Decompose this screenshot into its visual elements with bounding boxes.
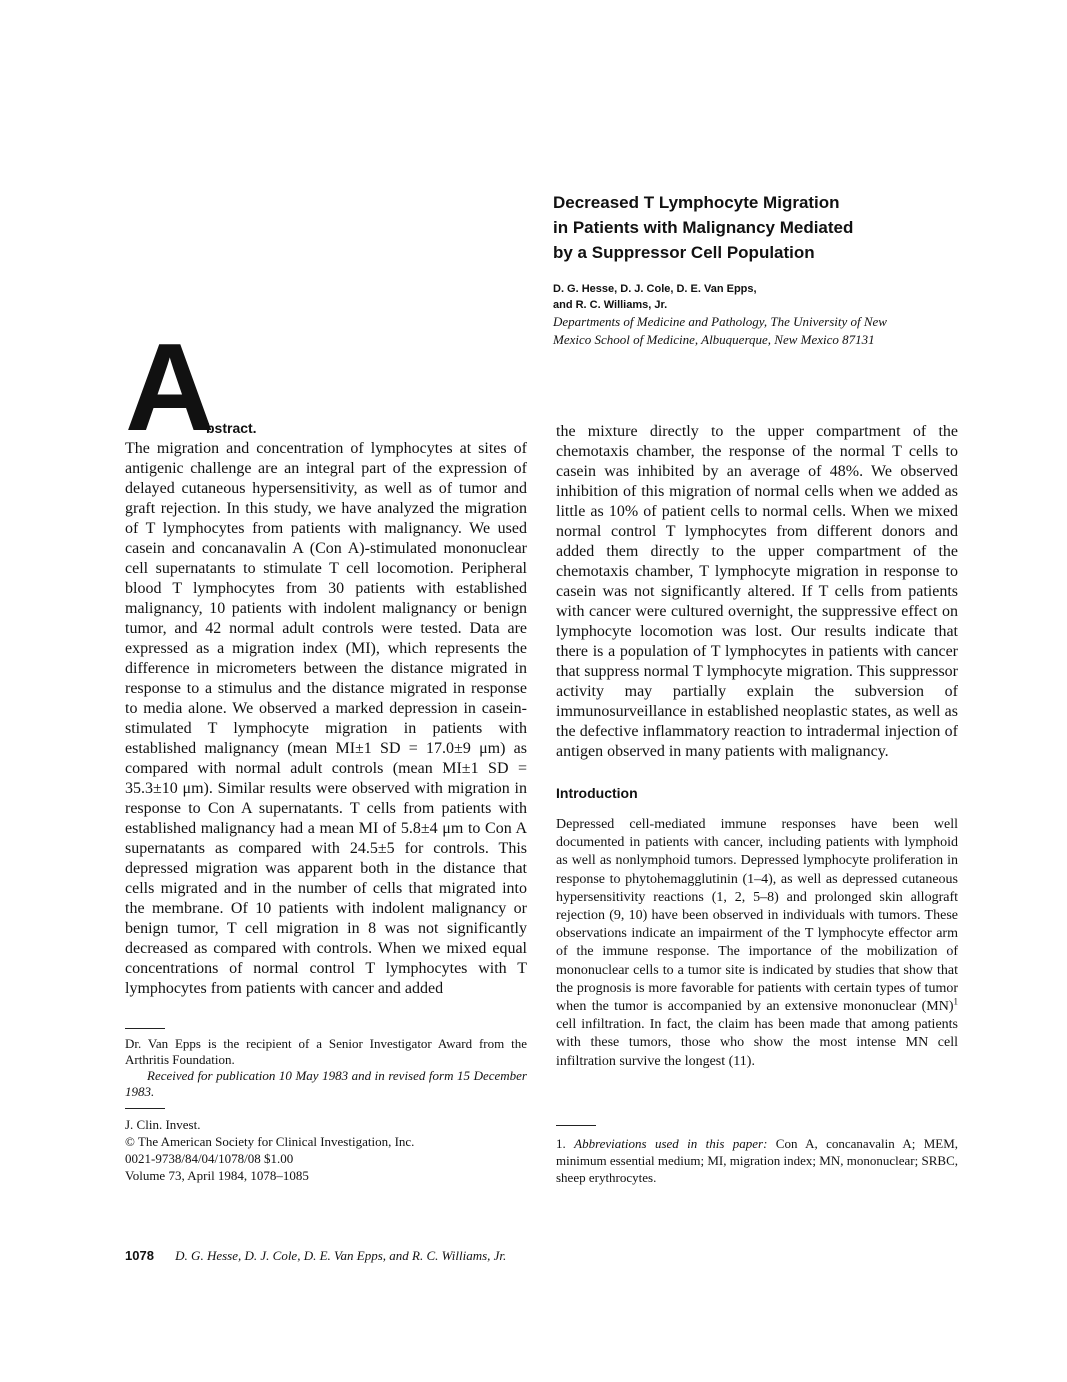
title-line: Decreased T Lymphocyte Migration	[553, 193, 840, 212]
article-title	[553, 190, 973, 265]
intro-text-part: cell infiltration. In fact, the claim has been made that among patients with these tumors, those who show the most intense MN cell infiltration survive the longest (11).	[556, 1017, 958, 1069]
footnote-number: 1.	[556, 1136, 566, 1151]
abbreviations-footnote	[556, 1135, 958, 1186]
left-column	[125, 346, 527, 999]
abbreviations-text: Con A, concanavalin A; MEM, minimum essential medium; MI, migration index; MN, mononuclear; SRBC, sheep erythrocytes.	[556, 1136, 959, 1185]
abstract-label: bstract.	[206, 420, 257, 436]
footnote-divider	[556, 1125, 596, 1126]
title-block	[553, 190, 973, 349]
abbreviations-label: Abbreviations used in this paper:	[574, 1136, 768, 1151]
footnote-left	[125, 1036, 527, 1100]
abstract-dropcap: A	[125, 319, 213, 457]
journal-line: J. Clin. Invest.	[125, 1117, 201, 1132]
received-note: Received for publication 10 May 1983 and in revised form 15 December 1983.	[125, 1068, 527, 1099]
right-column	[556, 422, 958, 1071]
page-number: 1078	[125, 1248, 154, 1263]
abstract-paragraph	[125, 418, 527, 999]
intro-text-part: Depressed cell-mediated immune responses have been well documented in patients with cancer, including patients with lymphoid as well as nonlymphoid tumors. Depressed lymphocyte proliferation in response to phytohemagglutinin (1–4), as well as depressed cutaneous hypersensitivity reactions (1, 2, 5–8) and prolonged skin allograft rejection (9, 10) have been observed in individuals with tumors. These observations indicate an impairment of the T lymphocyte effector arm of the immune response. The importance of the mobilization of mononuclear cells to a tumor site is indicated by studies that show that the prognosis is more favorable for patients with certain types of tumor when the tumor is accompanied by an extensive mononuclear (MN)	[556, 817, 958, 1015]
author-line: and R. C. Williams, Jr.	[553, 299, 668, 311]
journal-line: Volume 73, April 1984, 1078–1085	[125, 1168, 309, 1183]
journal-info	[125, 1116, 414, 1184]
abstract-first-line	[125, 418, 527, 439]
affiliation	[553, 313, 973, 349]
journal-divider	[125, 1108, 165, 1109]
journal-line: 0021-9738/84/04/1078/08 $1.00	[125, 1151, 294, 1166]
footnote-marker: 1	[953, 996, 958, 1007]
abstract-continuation: the mixture directly to the upper compartment of the chemotaxis chamber, the response of the normal T cells to casein was inhibited by an average of 48%. We observed inhibition of this migration of normal cells when we added as little as 10% of patient cells to normal cells. When we mixed normal control T lymphocytes from different donors and added them directly to the upper compartment of the chemotaxis chamber, T lymphocyte migration in response to casein was not significantly altered. If T cells from patients with cancer were cultured overnight, the suppressive effect on lymphocyte locomotion was lost. Our results indicate that there is a population of T lymphocytes in patients with cancer that suppress normal T lymphocyte migration. This suppressor activity may partially explain the subversion of immunosurveillance in established neoplastic states, as well as the defective inflammatory reaction to intradermal injection of antigen observed in many patients with malignancy.	[556, 423, 958, 760]
journal-line: © The American Society for Clinical Investigation, Inc.	[125, 1134, 415, 1149]
author-line: D. G. Hesse, D. J. Cole, D. E. Van Epps,	[553, 283, 757, 295]
author-list	[553, 281, 973, 313]
abstract-body: The migration and concentration of lymphocytes at sites of antigenic challenge are an integral part of the expression of delayed cutaneous hypersensitivity, as well as of tumor and graft rejection. In this study, we have analyzed the migration of T lymphocytes from patients with malignancy. We used casein and concanavalin A (Con A)-stimulated mononuclear cell supernatants to stimulate T cell locomotion. Peripheral blood T lymphocytes from 30 patients with established malignancy, 10 patients with indolent malignancy or benign tumor, and 42 normal adult controls were tested. Data are expressed as a migration index (MI), which represents the difference in micrometers between the distance migrated in response to a stimulus and the distance migrated in response to media alone. We observed a marked depression in casein-stimulated T lymphocyte migration in patients with established malignancy (mean MI±1 SD = 17.0±9 μm) as compared with normal adult controls (mean MI±1 SD = 35.3±10 μm). Similar results were observed with migration in response to Con A supernatants. T cells from patients with established malignancy had a mean MI of 5.8±4 μm to Con A supernatants as compared with 24.5±5 for controls. This depressed migration was apparent both in the distance that cells migrated and in the number of cells that migrated into the membrane. Of 10 patients with indolent malignancy or benign tumor, T cell migration in 8 was not significantly decreased as compared with controls. When we mixed equal concentrations of normal control T lymphocytes with T lymphocytes from patients with cancer and added	[125, 440, 527, 997]
affiliation-line: Departments of Medicine and Pathology, The University of New	[553, 314, 887, 329]
page-footer	[125, 1248, 506, 1264]
affiliation-line: Mexico School of Medicine, Albuquerque, New Mexico 87131	[553, 332, 875, 347]
award-note: Dr. Van Epps is the recipient of a Senior Investigator Award from the Arthritis Foundation.	[125, 1036, 527, 1067]
introduction-paragraph	[556, 816, 958, 1071]
title-line: in Patients with Malignancy Mediated	[553, 218, 854, 237]
footer-authors: D. G. Hesse, D. J. Cole, D. E. Van Epps, and R. C. Williams, Jr.	[175, 1248, 507, 1263]
title-line: by a Suppressor Cell Population	[553, 243, 815, 262]
footnote-divider	[125, 1028, 165, 1029]
introduction-heading: Introduction	[556, 785, 638, 801]
